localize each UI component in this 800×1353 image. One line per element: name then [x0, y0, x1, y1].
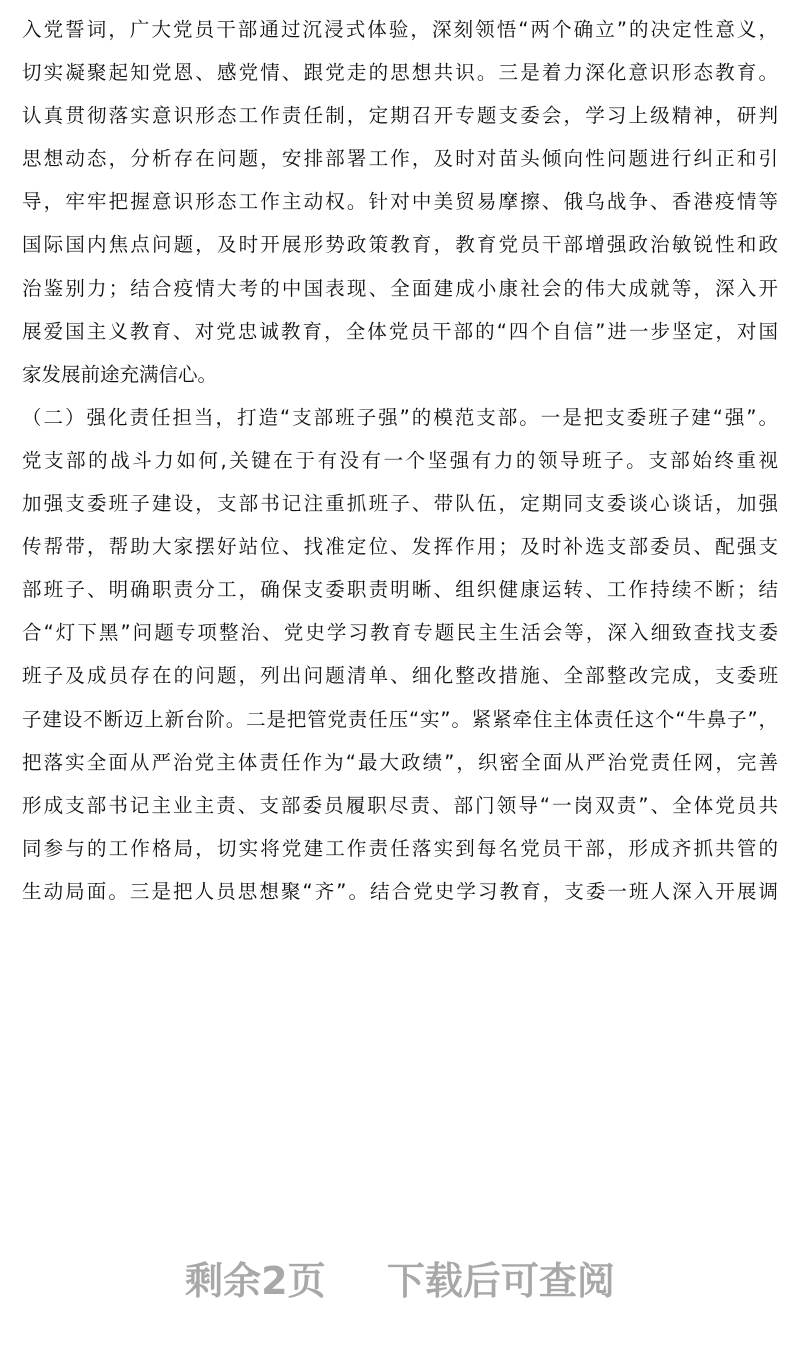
text-line: 家发展前途充满信心。 — [22, 362, 218, 386]
remaining-pages-label: 剩余2页 — [185, 1259, 326, 1303]
text-line: 合“灯下黑”问题专项整治、党史学习教育专题民主生活会等，深入细致查找支委 — [22, 621, 778, 645]
text-line: 展爱国主义教育、对党忠诚教育，全体党员干部的“四个自信”进一步坚定，对国 — [22, 319, 778, 343]
text-line: 生动局面。三是把人员思想聚“齐”。结合党史学习教育，支委一班人深入开展调 — [22, 879, 778, 903]
download-prompt[interactable] — [0, 1250, 800, 1305]
text-line: 班子及成员存在的问题，列出问题清单、细化整改措施、全部整改完成，支委班 — [22, 664, 778, 688]
text-line: 治鉴别力；结合疫情大考的中国表现、全面建成小康社会的伟大成就等，深入开 — [22, 276, 778, 300]
text-line: 同参与的工作格局，切实将党建工作责任落实到每名党员干部，形成齐抓共管的 — [22, 836, 778, 860]
text-line: 认真贯彻落实意识形态工作责任制，定期召开专题支委会，学习上级精神，研判 — [22, 104, 778, 128]
text-line: 国际国内焦点问题，及时开展形势政策教育，教育党员干部增强政治敏锐性和政 — [22, 233, 778, 257]
section-heading-line: （二）强化责任担当，打造“支部班子强”的模范支部。一是把支委班子建“强”。 — [22, 405, 778, 429]
text-line: 党支部的战斗力如何,关键在于有没有一个坚强有力的领导班子。支部始终重视 — [22, 448, 778, 472]
text-line: 传帮带，帮助大家摆好站位、找准定位、发挥作用；及时补选支部委员、配强支 — [22, 535, 778, 559]
document-body — [22, 8, 778, 913]
download-hint-label: 下载后可查阅 — [386, 1259, 615, 1303]
text-line: 部班子、明确职责分工，确保支委职责明晰、组织健康运转、工作持续不断；结 — [22, 578, 778, 602]
text-line: 形成支部书记主业主责、支部委员履职尽责、部门领导“一岗双责”、全体党员共 — [22, 793, 778, 817]
text-line: 思想动态，分析存在问题，安排部署工作，及时对苗头倾向性问题进行纠正和引 — [22, 147, 778, 171]
text-line: 加强支委班子建设，支部书记注重抓班子、带队伍，定期同支委谈心谈话，加强 — [22, 492, 778, 516]
text-line: 切实凝聚起知党恩、感党情、跟党走的思想共识。三是着力深化意识形态教育。 — [22, 61, 778, 85]
text-line: 把落实全面从严治党主体责任作为“最大政绩”，织密全面从严治党责任网，完善 — [22, 750, 778, 774]
text-line: 导，牢牢把握意识形态工作主动权。针对中美贸易摩擦、俄乌战争、香港疫情等 — [22, 190, 778, 214]
text-line: 子建设不断迈上新台阶。二是把管党责任压“实”。紧紧牵住主体责任这个“牛鼻子”， — [22, 707, 778, 731]
text-line: 入党誓词，广大党员干部通过沉浸式体验，深刻领悟“两个确立”的决定性意义， — [22, 18, 778, 41]
